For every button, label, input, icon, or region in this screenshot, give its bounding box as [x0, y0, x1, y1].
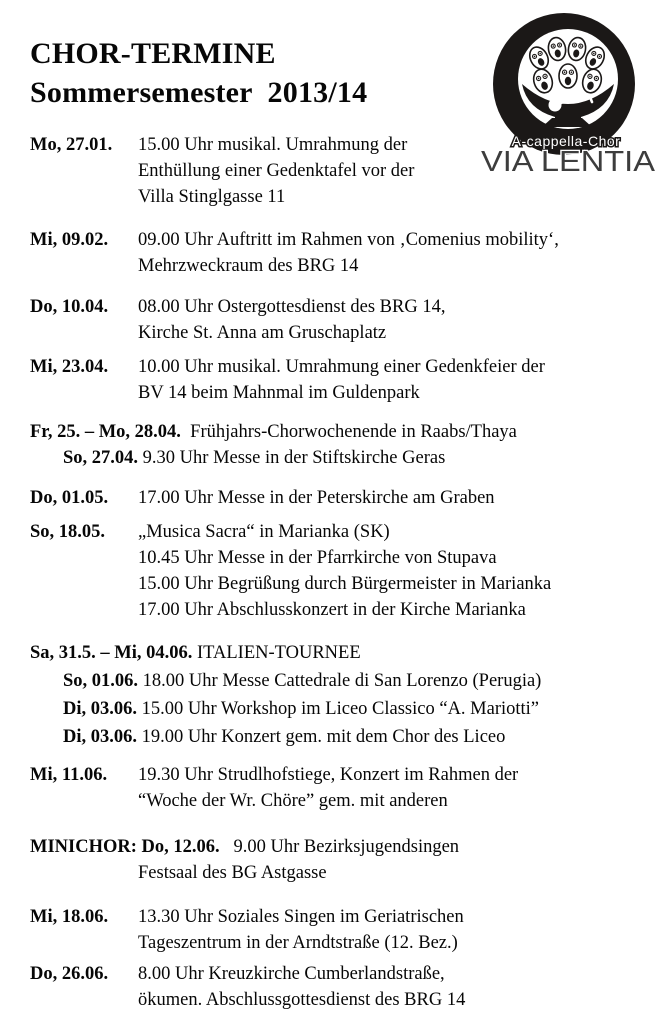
entry-date: Mi, 09.02. — [30, 230, 109, 250]
entry-line — [30, 639, 652, 667]
entry-description — [138, 227, 652, 279]
schedule-entry — [30, 519, 652, 623]
music-note-icon — [549, 99, 562, 112]
schedule — [0, 112, 660, 1013]
entry-line: Villa Stinglgasse 11 — [138, 187, 286, 207]
entry-line: 17.00 Uhr Messe in der Peterskirche am Graben — [138, 488, 495, 508]
entry-date: So, 27.04. — [63, 448, 139, 468]
entry-text: 18.00 Uhr Messe Cattedrale di San Lorenzo (Perugia) — [138, 671, 542, 691]
entry-date: Sa, 31.5. – Mi, 04.06. — [30, 643, 193, 663]
entry-line — [30, 419, 652, 445]
entry-date: So, 01.06. — [63, 671, 139, 691]
entry-date: Do, 01.05. — [30, 488, 109, 508]
entry-date: Mi, 23.04. — [30, 357, 109, 377]
entry-date: MINICHOR: Do, 12.06. — [30, 837, 220, 857]
schedule-entry — [30, 294, 652, 346]
entry-description — [138, 354, 652, 406]
title-line-1: CHOR-TERMINE — [30, 37, 276, 70]
entry-description — [138, 519, 652, 623]
entry-line: 17.00 Uhr Abschlusskonzert in der Kirche Marianka — [138, 600, 526, 620]
entry-description — [138, 762, 652, 814]
entry-date: Mi, 11.06. — [30, 765, 108, 785]
entry-line: 09.00 Uhr Auftritt im Rahmen von ‚Comenius mobility‘, — [138, 230, 559, 250]
entry-date: Di, 03.06. — [63, 727, 137, 747]
entry-text: 19.00 Uhr Konzert gem. mit dem Chor des Liceo — [137, 727, 506, 747]
entry-line — [30, 695, 652, 723]
entry-line: „Musica Sacra“ in Marianka (SK) — [138, 522, 390, 542]
entry-text: ITALIEN-TOURNEE — [192, 643, 361, 663]
entry-line: Tageszentrum in der Arndtstraße (12. Bez.) — [138, 933, 458, 953]
entry-line: BV 14 beim Mahnmal im Guldenpark — [138, 383, 420, 403]
entry-date: Do, 26.06. — [30, 964, 109, 984]
entry-line: 15.00 Uhr musikal. Umrahmung der — [138, 135, 408, 155]
entry-date: Mo, 27.01. — [30, 135, 113, 155]
entry-line: 19.30 Uhr Strudlhofstiege, Konzert im Rahmen der — [138, 765, 519, 785]
schedule-entry — [30, 419, 652, 471]
entry-line: 10.00 Uhr musikal. Umrahmung einer Gedenkfeier der — [138, 357, 545, 377]
entry-line: 10.45 Uhr Messe in der Pfarrkirche von Stupava — [138, 548, 497, 568]
schedule-entry — [30, 639, 652, 751]
entry-text: 9.00 Uhr Bezirksjugendsingen — [219, 837, 460, 857]
entry-line: 8.00 Uhr Kreuzkirche Cumberlandstraße, — [138, 964, 445, 984]
entry-line: Enthüllung einer Gedenktafel vor der — [138, 161, 415, 181]
choir-logo — [478, 6, 660, 178]
entry-date: Do, 10.04. — [30, 297, 109, 317]
entry-text: 15.00 Uhr Workshop im Liceo Classico “A. Mariotti” — [137, 699, 540, 719]
entry-line: “Woche der Wr. Chöre” gem. mit anderen — [138, 791, 448, 811]
schedule-entry — [30, 904, 652, 956]
entry-text: Frühjahrs-Chorwochenende in Raabs/Thaya — [180, 422, 517, 442]
entry-line: 08.00 Uhr Ostergottesdienst des BRG 14, — [138, 297, 446, 317]
entry-description — [138, 485, 652, 511]
entry-line: ökumen. Abschlussgottesdienst des BRG 14 — [138, 990, 466, 1010]
schedule-entry — [30, 762, 652, 814]
entry-text: Festsaal des BG Astgasse — [138, 863, 327, 883]
entry-date: Mi, 18.06. — [30, 907, 109, 927]
schedule-entry — [30, 354, 652, 406]
entry-line: 15.00 Uhr Begrüßung durch Bürgermeister in Marianka — [138, 574, 552, 594]
entry-description — [138, 961, 652, 1013]
entry-line — [30, 834, 652, 860]
entry-line — [30, 860, 652, 886]
entry-line — [30, 667, 652, 695]
title-line-2: Sommersemester 2013/14 — [30, 76, 368, 109]
entry-text: 9.30 Uhr Messe in der Stiftskirche Geras — [138, 448, 446, 468]
schedule-entry — [30, 961, 652, 1013]
schedule-entry — [30, 485, 652, 511]
entry-line — [30, 445, 652, 471]
entry-date: So, 18.05. — [30, 522, 106, 542]
entry-line: Mehrzweckraum des BRG 14 — [138, 256, 359, 276]
logo-name: VIA LENTIA — [481, 146, 656, 178]
entry-line: 13.30 Uhr Soziales Singen im Geriatrischen — [138, 907, 464, 927]
choir-logo-graphic — [478, 6, 660, 178]
entry-line — [30, 723, 652, 751]
entry-line: Kirche St. Anna am Gruschaplatz — [138, 323, 387, 343]
schedule-entry — [30, 834, 652, 886]
entry-date: Fr, 25. – Mo, 28.04. — [30, 422, 181, 442]
entry-date: Di, 03.06. — [63, 699, 137, 719]
schedule-entry — [30, 227, 652, 279]
entry-description — [138, 294, 652, 346]
logo-chor-label: A-cappella-Chor — [511, 133, 621, 149]
entry-description — [138, 904, 652, 956]
